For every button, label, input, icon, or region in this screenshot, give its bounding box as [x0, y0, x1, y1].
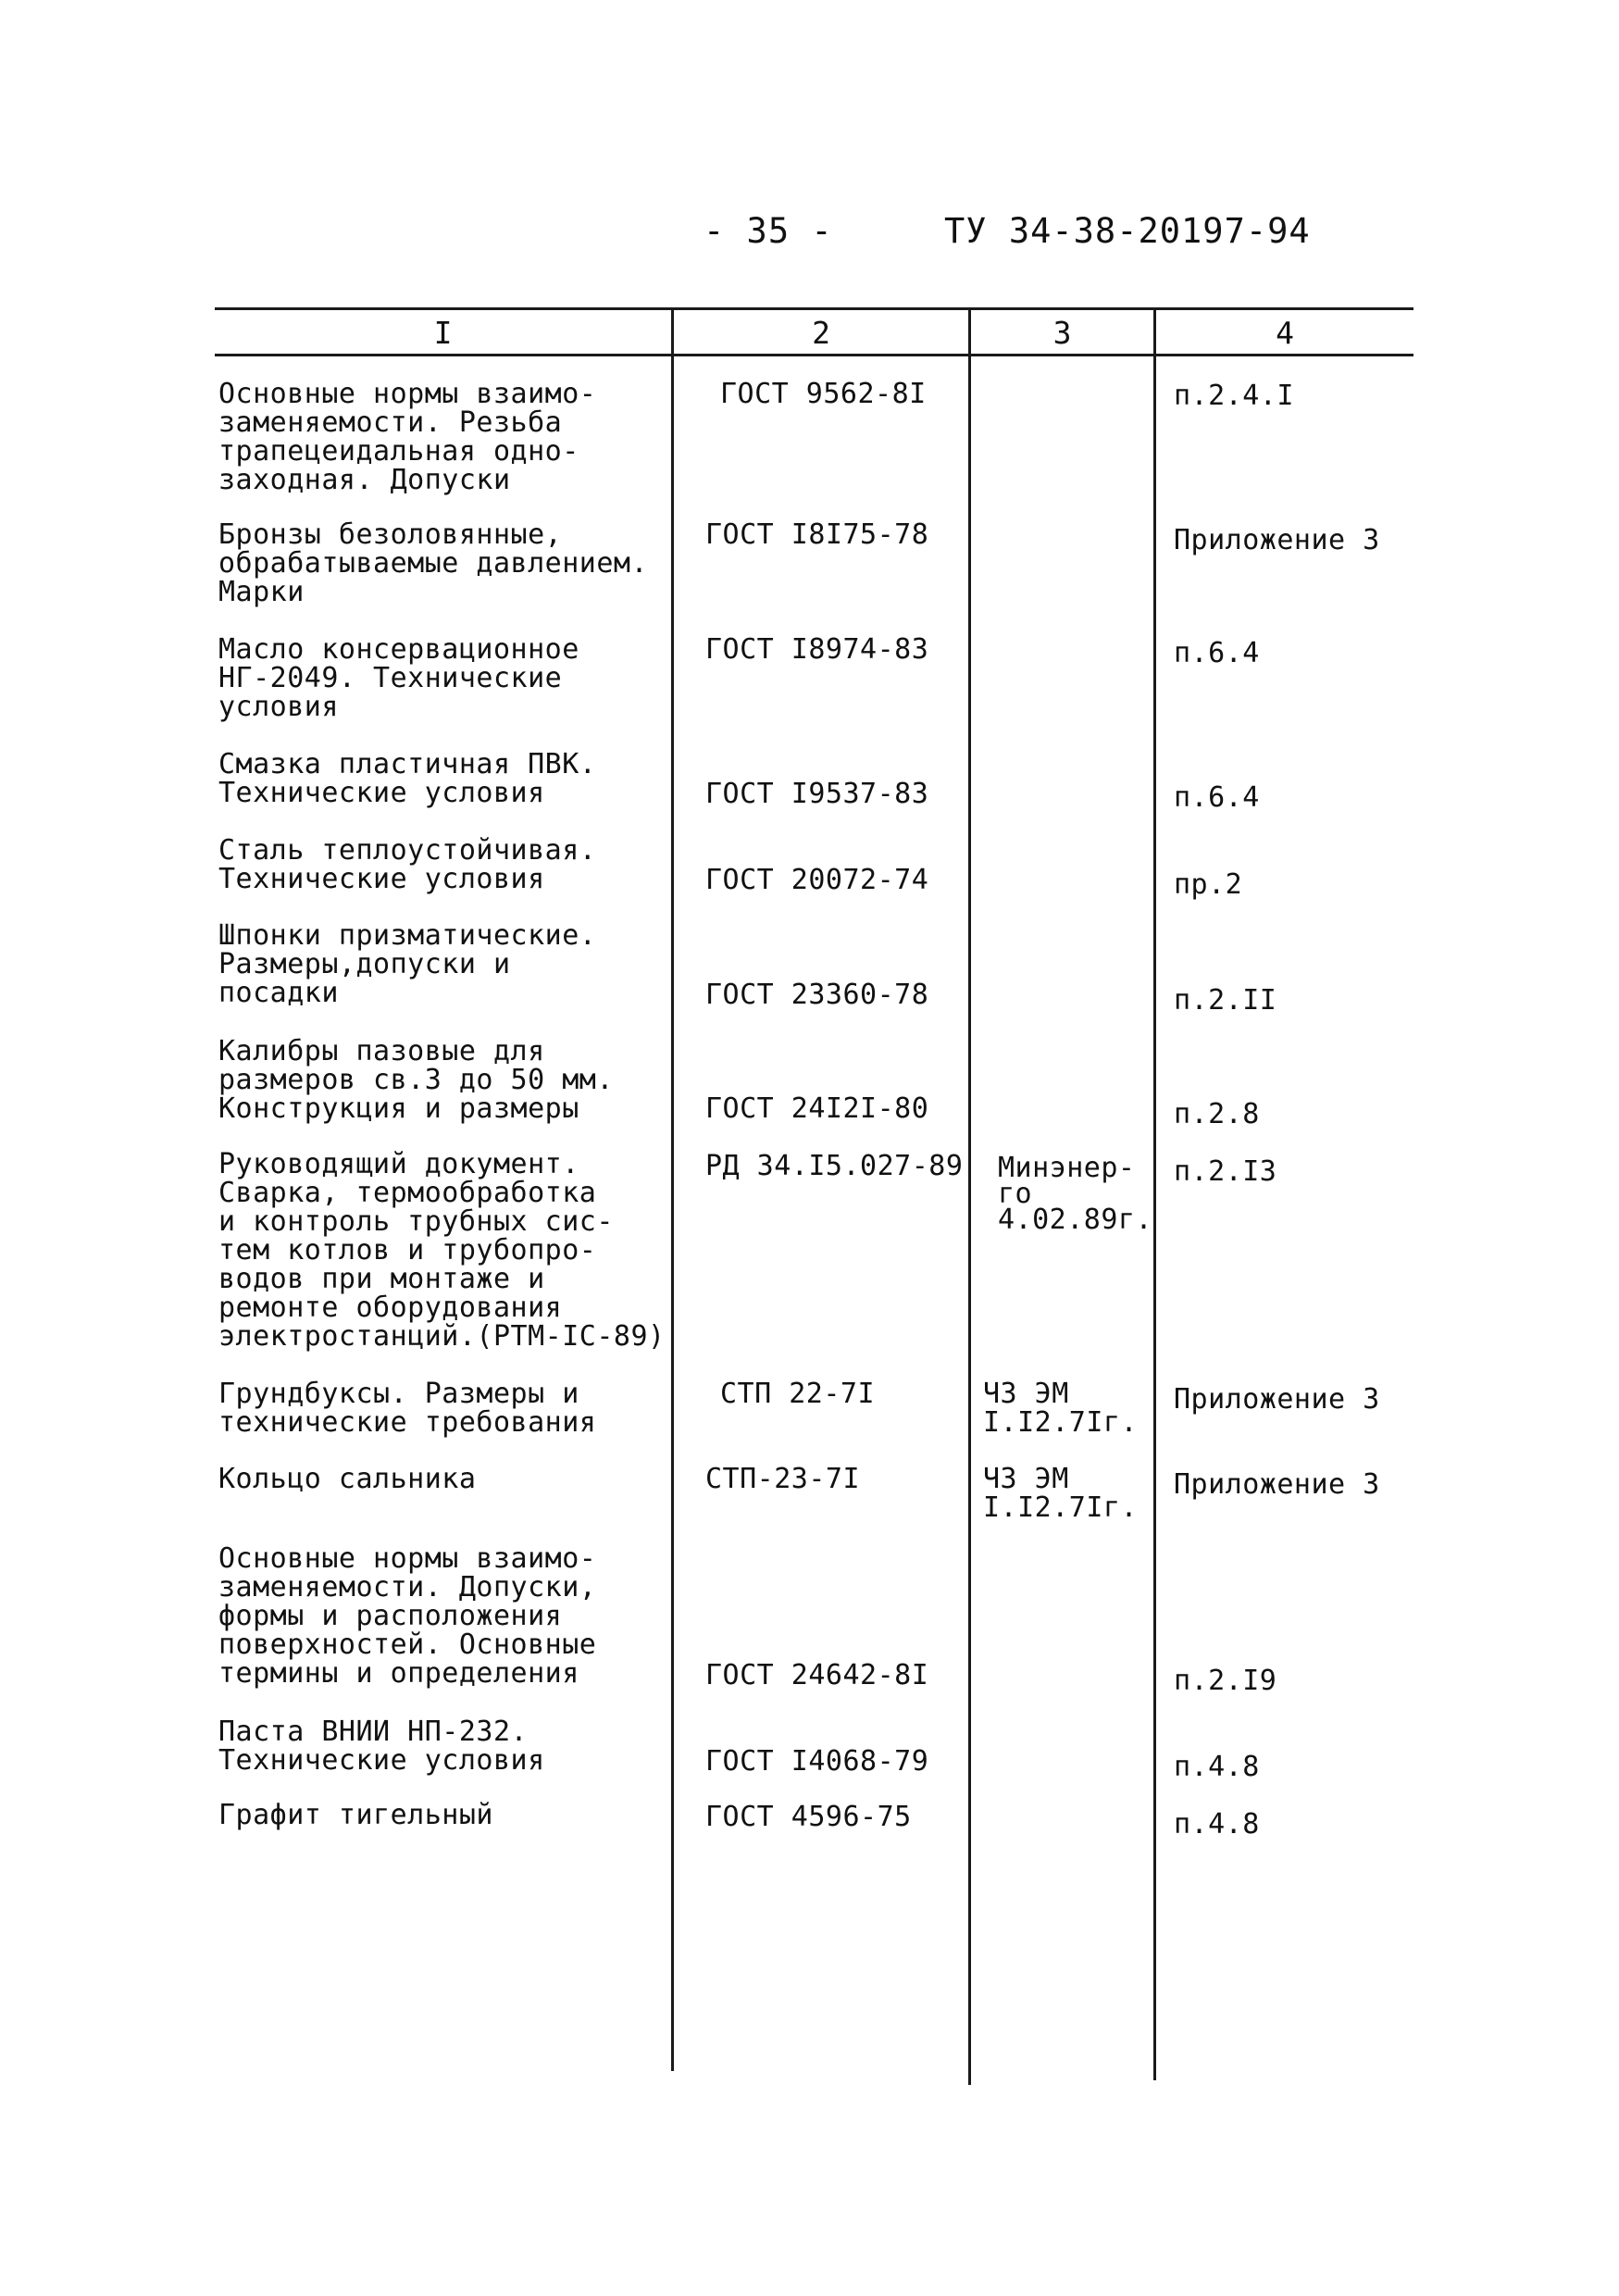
column-divider-3 [1153, 307, 1156, 2080]
row-doc-cell: СТП 22-7I [720, 1378, 876, 1410]
row-name-cell: Паста ВНИИ НП-232. Технические условия [218, 1716, 545, 1777]
row-ref-cell: пр.2 [1174, 868, 1243, 901]
row-ref-cell: п.6.4 [1174, 637, 1260, 669]
row-name-cell: Кольцо сальника [218, 1463, 477, 1495]
table-header-rule [215, 354, 1414, 356]
row-name-cell: Масло консервационное НГ-2049. Технические условия [218, 633, 579, 723]
row-doc-cell: ГОСТ I8I75-78 [705, 518, 929, 551]
row-approval-cell: Минэнер- го 4.02.89г. [998, 1152, 1153, 1236]
row-name-cell: Основные нормы взаимо- заменяемости. Резьба трапецеидальная одно- заходная. Допуски [218, 378, 597, 496]
column-header-1: I [433, 315, 453, 351]
row-ref-cell: п.4.8 [1174, 1751, 1260, 1783]
row-doc-cell: ГОСТ 9562-8I [720, 378, 927, 410]
row-name-cell: Шпонки призматические. Размеры,допуски и посадки [218, 919, 597, 1009]
row-ref-cell: п.6.4 [1174, 781, 1260, 814]
document-code: ТУ 34-38-20197-94 [944, 211, 1311, 251]
row-doc-cell: РД 34.I5.027-89 [705, 1150, 964, 1182]
row-name-cell: Смазка пластичная ПВК. Технические условия [218, 748, 597, 809]
column-header-4: 4 [1276, 315, 1294, 351]
row-doc-cell: ГОСТ I8974-83 [705, 633, 929, 666]
row-name-cell: Бронзы безоловянные, обрабатываемые давлением. Марки [218, 518, 649, 608]
row-ref-cell: Приложение 3 [1174, 524, 1380, 556]
row-ref-cell: п.2.I9 [1174, 1665, 1277, 1697]
row-doc-cell: ГОСТ I9537-83 [705, 778, 929, 810]
column-header-2: 2 [812, 315, 830, 351]
row-doc-cell: ГОСТ 4596-75 [705, 1801, 912, 1833]
row-doc-cell: ГОСТ I4068-79 [705, 1745, 929, 1778]
row-name-cell: Графит тигельный [218, 1799, 493, 1831]
row-ref-cell: п.2.I3 [1174, 1155, 1277, 1188]
row-ref-cell: п.2.4.I [1174, 380, 1294, 412]
row-name-cell: Основные нормы взаимо- заменяемости. Допуски, формы и расположения поверхностей. Основные термины и определения [218, 1542, 597, 1690]
column-header-3: 3 [1052, 315, 1072, 351]
row-ref-cell: Приложение 3 [1174, 1383, 1380, 1416]
row-doc-cell: ГОСТ 20072-74 [705, 864, 929, 896]
page-number: - 35 - [704, 211, 833, 251]
row-ref-cell: п.4.8 [1174, 1808, 1260, 1841]
row-name-cell: Калибры пазовые для размеров св.3 до 50 мм. Конструкция и размеры [218, 1035, 614, 1125]
row-doc-cell: ГОСТ 24642-8I [705, 1659, 929, 1691]
row-ref-cell: п.2.II [1174, 984, 1277, 1017]
row-ref-cell: п.2.8 [1174, 1098, 1260, 1130]
row-name-cell: Грундбуксы. Размеры и технические требования [218, 1378, 597, 1439]
row-approval-cell: ЧЗ ЭМ I.I2.7Iг. [983, 1378, 1139, 1439]
row-name-cell: Руководящий документ. Сварка, термообработка и контроль трубных сис- тем котлов и трубопро- водов при монтаже и ремонте оборудования электростанций.(РТМ-IС-89) [218, 1148, 666, 1353]
row-doc-cell: ГОСТ 23360-78 [705, 979, 929, 1011]
table-top-rule [215, 307, 1414, 310]
row-doc-cell: ГОСТ 24I2I-80 [705, 1092, 929, 1125]
column-divider-2 [968, 307, 971, 2085]
row-ref-cell: Приложение 3 [1174, 1468, 1380, 1501]
row-approval-cell: ЧЗ ЭМ I.I2.7Iг. [983, 1463, 1139, 1524]
row-name-cell: Сталь теплоустойчивая. Технические условия [218, 834, 597, 895]
column-divider-1 [671, 307, 674, 2071]
row-doc-cell: СТП-23-7I [705, 1463, 861, 1495]
